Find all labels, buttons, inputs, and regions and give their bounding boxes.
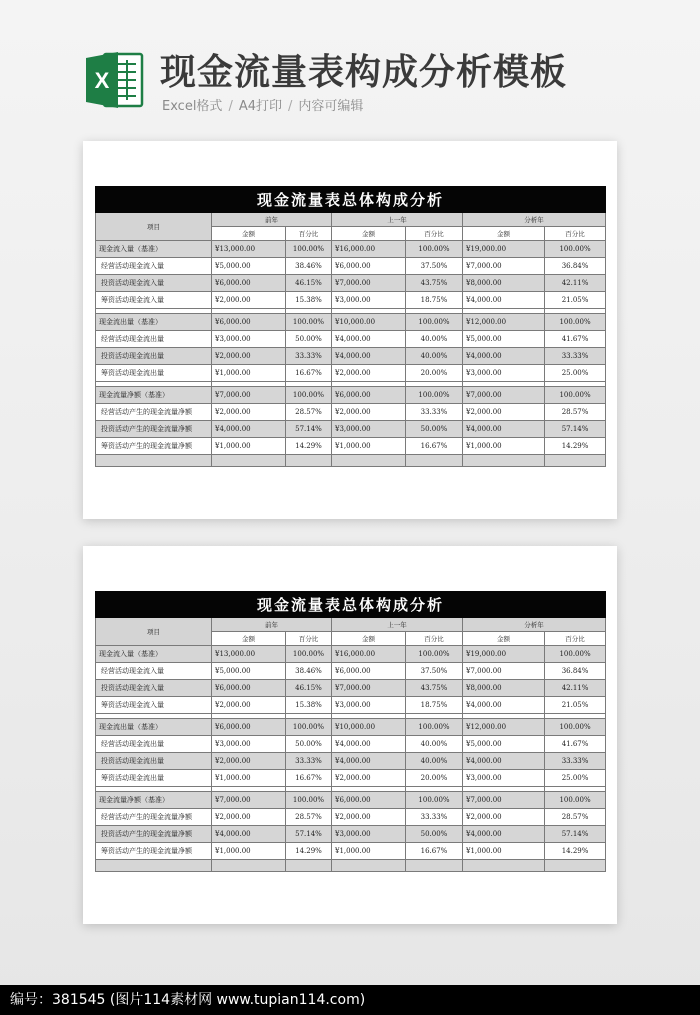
amount-cell: ¥16,000.00: [332, 241, 406, 258]
cashflow-table: [95, 186, 606, 467]
percent-cell: 38.46%: [286, 663, 332, 680]
amount-cell: ¥4,000.00: [212, 421, 286, 438]
percent-cell: 100.00%: [545, 646, 606, 663]
row-label: 投资活动现金流入量: [96, 275, 212, 292]
table-row: [96, 404, 606, 421]
item-header: 项目: [96, 618, 212, 646]
empty-row: [96, 860, 606, 872]
row-label: 经营活动现金流入量: [96, 258, 212, 275]
amount-cell: ¥7,000.00: [463, 387, 545, 404]
empty-row: [96, 455, 606, 467]
row-label: 筹资活动现金流出量: [96, 365, 212, 382]
percent-cell: 50.00%: [406, 826, 463, 843]
row-label: 投资活动产生的现金流量净额: [96, 826, 212, 843]
row-label: 投资活动现金流入量: [96, 680, 212, 697]
percent-cell: 28.57%: [545, 809, 606, 826]
percent-cell: 16.67%: [286, 365, 332, 382]
row-label: 现金流入量（基准）: [96, 646, 212, 663]
amount-cell: ¥8,000.00: [463, 680, 545, 697]
percent-cell: 50.00%: [286, 736, 332, 753]
percent-cell: 20.00%: [406, 770, 463, 787]
percent-cell: 14.29%: [545, 843, 606, 860]
table-row: [96, 663, 606, 680]
excel-icon: [82, 48, 146, 112]
table-row: [96, 241, 606, 258]
percent-cell: 36.84%: [545, 258, 606, 275]
amount-cell: ¥4,000.00: [463, 753, 545, 770]
table-title: 现金流量表总体构成分析: [96, 592, 606, 618]
percent-cell: 57.14%: [286, 421, 332, 438]
percent-cell: 100.00%: [286, 719, 332, 736]
percent-cell: 100.00%: [406, 387, 463, 404]
percent-cell: 40.00%: [406, 736, 463, 753]
amount-cell: ¥5,000.00: [463, 736, 545, 753]
amount-cell: ¥4,000.00: [212, 826, 286, 843]
format-tags: [162, 95, 363, 114]
amount-cell: ¥6,000.00: [212, 275, 286, 292]
amount-header: 金额: [463, 227, 545, 241]
percent-header: 百分比: [406, 227, 463, 241]
amount-cell: ¥4,000.00: [463, 421, 545, 438]
amount-cell: ¥13,000.00: [212, 646, 286, 663]
amount-cell: ¥4,000.00: [463, 826, 545, 843]
amount-cell: ¥3,000.00: [332, 292, 406, 309]
percent-cell: 57.14%: [545, 421, 606, 438]
amount-cell: ¥4,000.00: [332, 753, 406, 770]
row-label: 投资活动现金流出量: [96, 348, 212, 365]
percent-cell: 100.00%: [406, 719, 463, 736]
percent-cell: 18.75%: [406, 292, 463, 309]
table-row: [96, 809, 606, 826]
amount-cell: ¥2,000.00: [463, 404, 545, 421]
amount-cell: ¥10,000.00: [332, 314, 406, 331]
amount-cell: ¥5,000.00: [463, 331, 545, 348]
amount-cell: ¥7,000.00: [332, 680, 406, 697]
percent-cell: 40.00%: [406, 331, 463, 348]
row-label: 经营活动产生的现金流量净额: [96, 809, 212, 826]
percent-cell: 14.29%: [545, 438, 606, 455]
amount-cell: ¥2,000.00: [332, 770, 406, 787]
row-label: 经营活动产生的现金流量净额: [96, 404, 212, 421]
amount-cell: ¥1,000.00: [463, 438, 545, 455]
amount-cell: ¥6,000.00: [212, 719, 286, 736]
row-label: 筹资活动现金流入量: [96, 292, 212, 309]
amount-cell: ¥2,000.00: [212, 809, 286, 826]
amount-cell: ¥2,000.00: [332, 404, 406, 421]
watermark-bar: 编号：381545 (图片114素材网 www.tupian114.com): [0, 985, 700, 1015]
percent-cell: 100.00%: [545, 792, 606, 809]
percent-cell: 28.57%: [545, 404, 606, 421]
table-row: [96, 258, 606, 275]
cashflow-table: [95, 591, 606, 872]
amount-cell: ¥2,000.00: [332, 809, 406, 826]
percent-cell: 20.00%: [406, 365, 463, 382]
percent-cell: 38.46%: [286, 258, 332, 275]
percent-cell: 33.33%: [545, 348, 606, 365]
amount-cell: ¥4,000.00: [463, 292, 545, 309]
percent-cell: 57.14%: [545, 826, 606, 843]
amount-cell: ¥2,000.00: [212, 348, 286, 365]
percent-cell: 43.75%: [406, 275, 463, 292]
table-row: [96, 736, 606, 753]
amount-cell: ¥3,000.00: [332, 826, 406, 843]
percent-cell: 100.00%: [406, 241, 463, 258]
amount-cell: ¥3,000.00: [212, 736, 286, 753]
amount-cell: ¥2,000.00: [212, 697, 286, 714]
percent-cell: 100.00%: [545, 314, 606, 331]
table-row: [96, 275, 606, 292]
period-header: 上一年: [332, 213, 463, 227]
amount-cell: ¥4,000.00: [332, 736, 406, 753]
percent-cell: 100.00%: [286, 646, 332, 663]
row-label: 经营活动现金流入量: [96, 663, 212, 680]
table-row: [96, 646, 606, 663]
row-label: 经营活动现金流出量: [96, 736, 212, 753]
amount-header: 金额: [212, 632, 286, 646]
tag-editable: 内容可编辑: [298, 99, 364, 114]
table-row: [96, 843, 606, 860]
percent-header: 百分比: [286, 632, 332, 646]
tag-format: Excel格式: [162, 99, 223, 114]
amount-cell: ¥6,000.00: [332, 663, 406, 680]
amount-cell: ¥3,000.00: [332, 697, 406, 714]
amount-cell: ¥6,000.00: [332, 387, 406, 404]
sheet-preview-1: [83, 141, 617, 519]
percent-cell: 21.05%: [545, 292, 606, 309]
table-row: [96, 348, 606, 365]
percent-cell: 28.57%: [286, 404, 332, 421]
percent-cell: 16.67%: [406, 843, 463, 860]
percent-cell: 46.15%: [286, 680, 332, 697]
amount-cell: ¥1,000.00: [332, 438, 406, 455]
amount-cell: ¥1,000.00: [212, 843, 286, 860]
row-label: 筹资活动产生的现金流量净额: [96, 843, 212, 860]
percent-cell: 100.00%: [406, 792, 463, 809]
amount-cell: ¥12,000.00: [463, 719, 545, 736]
amount-cell: ¥2,000.00: [212, 404, 286, 421]
table-row: [96, 292, 606, 309]
percent-cell: 100.00%: [286, 792, 332, 809]
row-label: 经营活动现金流出量: [96, 331, 212, 348]
table-row: [96, 770, 606, 787]
amount-header: 金额: [463, 632, 545, 646]
percent-cell: 100.00%: [545, 387, 606, 404]
percent-cell: 100.00%: [406, 646, 463, 663]
percent-cell: 33.33%: [406, 809, 463, 826]
amount-cell: ¥12,000.00: [463, 314, 545, 331]
percent-cell: 37.50%: [406, 663, 463, 680]
excel-logo-letter: X: [94, 68, 110, 93]
amount-cell: ¥2,000.00: [332, 365, 406, 382]
amount-header: 金额: [332, 227, 406, 241]
percent-cell: 100.00%: [406, 314, 463, 331]
percent-cell: 15.38%: [286, 292, 332, 309]
percent-cell: 18.75%: [406, 697, 463, 714]
amount-cell: ¥3,000.00: [463, 365, 545, 382]
table-row: [96, 331, 606, 348]
percent-header: 百分比: [545, 227, 606, 241]
amount-cell: ¥10,000.00: [332, 719, 406, 736]
percent-cell: 100.00%: [545, 241, 606, 258]
amount-cell: ¥1,000.00: [332, 843, 406, 860]
percent-cell: 37.50%: [406, 258, 463, 275]
tag-separator: /: [228, 99, 233, 114]
percent-cell: 41.67%: [545, 331, 606, 348]
percent-header: 百分比: [406, 632, 463, 646]
percent-cell: 14.29%: [286, 843, 332, 860]
percent-cell: 42.11%: [545, 275, 606, 292]
sheet-preview-2: [83, 546, 617, 924]
amount-cell: ¥7,000.00: [212, 387, 286, 404]
amount-cell: ¥4,000.00: [463, 697, 545, 714]
table-row: [96, 365, 606, 382]
row-label: 现金流出量（基准）: [96, 314, 212, 331]
percent-cell: 100.00%: [545, 719, 606, 736]
amount-cell: ¥3,000.00: [463, 770, 545, 787]
percent-cell: 50.00%: [406, 421, 463, 438]
amount-cell: ¥19,000.00: [463, 241, 545, 258]
item-header: 项目: [96, 213, 212, 241]
table-row: [96, 314, 606, 331]
period-header: 前年: [212, 213, 332, 227]
amount-cell: ¥3,000.00: [332, 421, 406, 438]
row-label: 筹资活动产生的现金流量净额: [96, 438, 212, 455]
amount-cell: ¥7,000.00: [463, 792, 545, 809]
percent-cell: 16.67%: [286, 770, 332, 787]
amount-cell: ¥3,000.00: [212, 331, 286, 348]
percent-cell: 33.33%: [406, 404, 463, 421]
table-title: 现金流量表总体构成分析: [96, 187, 606, 213]
percent-cell: 21.05%: [545, 697, 606, 714]
period-header: 分析年: [463, 618, 606, 632]
percent-header: 百分比: [545, 632, 606, 646]
percent-cell: 100.00%: [286, 387, 332, 404]
amount-cell: ¥1,000.00: [212, 438, 286, 455]
percent-cell: 33.33%: [286, 348, 332, 365]
amount-cell: ¥1,000.00: [212, 770, 286, 787]
percent-cell: 42.11%: [545, 680, 606, 697]
amount-cell: ¥4,000.00: [332, 331, 406, 348]
row-label: 筹资活动现金流入量: [96, 697, 212, 714]
amount-cell: ¥4,000.00: [463, 348, 545, 365]
table-row: [96, 438, 606, 455]
table-row: [96, 719, 606, 736]
amount-cell: ¥8,000.00: [463, 275, 545, 292]
row-label: 现金流量净额（基准）: [96, 792, 212, 809]
percent-header: 百分比: [286, 227, 332, 241]
page-title: 现金流量表构成分析模板: [160, 52, 568, 93]
amount-cell: ¥6,000.00: [212, 314, 286, 331]
row-label: 现金流量净额（基准）: [96, 387, 212, 404]
percent-cell: 100.00%: [286, 314, 332, 331]
table-row: [96, 387, 606, 404]
amount-cell: ¥7,000.00: [463, 663, 545, 680]
percent-cell: 15.38%: [286, 697, 332, 714]
percent-cell: 41.67%: [545, 736, 606, 753]
period-header: 前年: [212, 618, 332, 632]
row-label: 筹资活动现金流出量: [96, 770, 212, 787]
amount-cell: ¥19,000.00: [463, 646, 545, 663]
table-row: [96, 697, 606, 714]
table-row: [96, 753, 606, 770]
table-row: [96, 826, 606, 843]
percent-cell: 46.15%: [286, 275, 332, 292]
table-row: [96, 680, 606, 697]
percent-cell: 100.00%: [286, 241, 332, 258]
amount-cell: ¥5,000.00: [212, 258, 286, 275]
row-label: 现金流入量（基准）: [96, 241, 212, 258]
row-label: 投资活动现金流出量: [96, 753, 212, 770]
percent-cell: 16.67%: [406, 438, 463, 455]
percent-cell: 36.84%: [545, 663, 606, 680]
percent-cell: 25.00%: [545, 770, 606, 787]
percent-cell: 57.14%: [286, 826, 332, 843]
percent-cell: 28.57%: [286, 809, 332, 826]
table-row: [96, 421, 606, 438]
amount-cell: ¥7,000.00: [332, 275, 406, 292]
period-header: 分析年: [463, 213, 606, 227]
percent-cell: 43.75%: [406, 680, 463, 697]
page-header: [0, 0, 700, 130]
amount-cell: ¥2,000.00: [463, 809, 545, 826]
percent-cell: 25.00%: [545, 365, 606, 382]
tag-print: A4打印: [238, 99, 282, 114]
amount-cell: ¥13,000.00: [212, 241, 286, 258]
amount-cell: ¥5,000.00: [212, 663, 286, 680]
percent-cell: 33.33%: [286, 753, 332, 770]
amount-cell: ¥6,000.00: [332, 258, 406, 275]
table-row: [96, 792, 606, 809]
percent-cell: 33.33%: [545, 753, 606, 770]
amount-header: 金额: [332, 632, 406, 646]
row-label: 现金流出量（基准）: [96, 719, 212, 736]
tag-separator: /: [288, 99, 293, 114]
amount-cell: ¥6,000.00: [332, 792, 406, 809]
amount-cell: ¥2,000.00: [212, 292, 286, 309]
amount-cell: ¥6,000.00: [212, 680, 286, 697]
period-header: 上一年: [332, 618, 463, 632]
amount-cell: ¥1,000.00: [463, 843, 545, 860]
amount-cell: ¥1,000.00: [212, 365, 286, 382]
amount-header: 金额: [212, 227, 286, 241]
amount-cell: ¥7,000.00: [463, 258, 545, 275]
percent-cell: 40.00%: [406, 753, 463, 770]
amount-cell: ¥7,000.00: [212, 792, 286, 809]
percent-cell: 14.29%: [286, 438, 332, 455]
percent-cell: 50.00%: [286, 331, 332, 348]
amount-cell: ¥16,000.00: [332, 646, 406, 663]
amount-cell: ¥4,000.00: [332, 348, 406, 365]
percent-cell: 40.00%: [406, 348, 463, 365]
row-label: 投资活动产生的现金流量净额: [96, 421, 212, 438]
amount-cell: ¥2,000.00: [212, 753, 286, 770]
